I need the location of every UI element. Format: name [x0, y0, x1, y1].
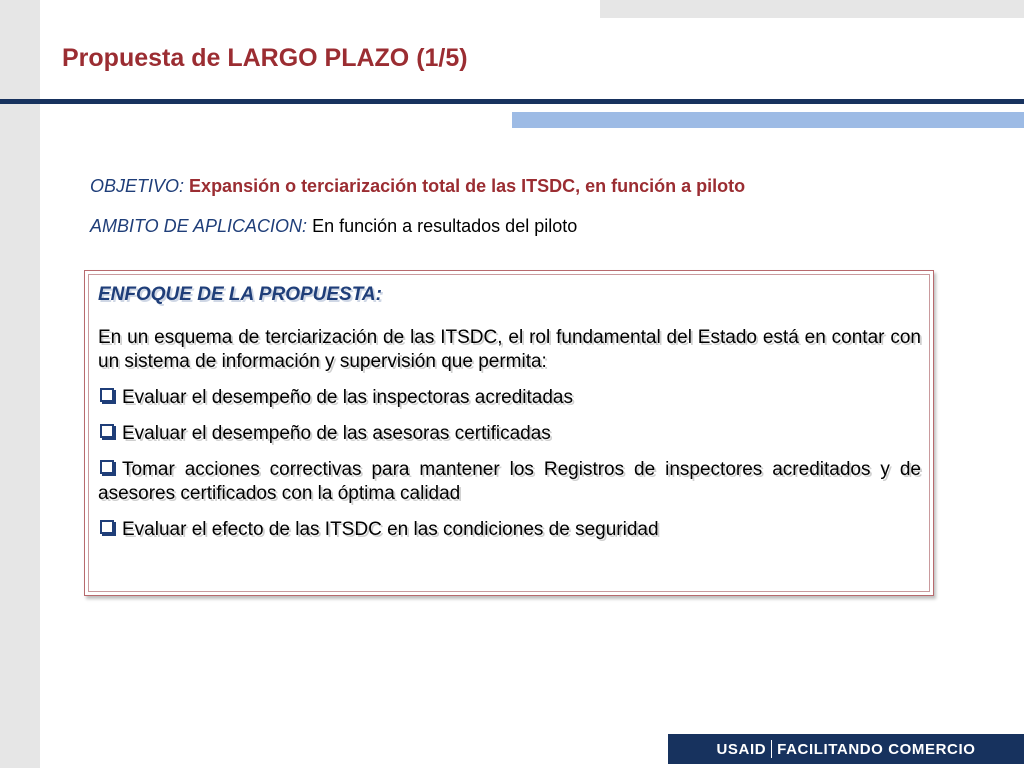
- bullet-item: [98, 518, 921, 542]
- objetivo-label: OBJETIVO:: [90, 176, 185, 196]
- bullet-item: [98, 386, 921, 410]
- checkbox-bullet-icon: [100, 520, 114, 534]
- enfoque-intro: En un esquema de terciarización de las ITSDC, el rol fundamental del Estado está en contar con un sistema de información y supervisión que permita:: [98, 327, 921, 372]
- footer-banner: [668, 734, 1024, 764]
- enfoque-heading: ENFOQUE DE LA PROPUESTA:: [98, 284, 382, 305]
- footer-program: FACILITANDO COMERCIO: [777, 740, 976, 758]
- slide-title: Propuesta de LARGO PLAZO (1/5): [62, 44, 468, 72]
- bullet-text: Evaluar el desempeño de las inspectoras acreditadas: [122, 387, 573, 408]
- checkbox-bullet-icon: [100, 388, 114, 402]
- objetivo-line: [90, 176, 745, 197]
- bullet-text: Evaluar el desempeño de las asesoras certificadas: [122, 423, 551, 444]
- ambito-value: En función a resultados del piloto: [312, 216, 578, 236]
- checkbox-bullet-icon: [100, 424, 114, 438]
- top-right-strip: [600, 0, 1024, 18]
- accent-bar: [512, 112, 1024, 128]
- footer-usaid: USAID: [716, 740, 767, 758]
- bullet-text: Tomar acciones correctivas para mantener los Registros de inspectores acreditados y de asesores certificados con la óptima calidad: [98, 459, 921, 504]
- ambito-label: AMBITO DE APLICACION:: [90, 216, 308, 236]
- bullet-item: [98, 422, 921, 446]
- bullet-item: [98, 458, 921, 506]
- ambito-line: [90, 216, 577, 237]
- enfoque-box-inner: [88, 274, 930, 592]
- bullet-text: Evaluar el efecto de las ITSDC en las condiciones de seguridad: [122, 519, 659, 540]
- objetivo-value: Expansión o terciarización total de las ITSDC, en función a piloto: [189, 176, 746, 196]
- title-divider: [0, 99, 1024, 104]
- footer-separator: [771, 740, 772, 758]
- enfoque-box: [84, 270, 934, 596]
- checkbox-bullet-icon: [100, 460, 114, 474]
- left-side-band: [0, 0, 40, 768]
